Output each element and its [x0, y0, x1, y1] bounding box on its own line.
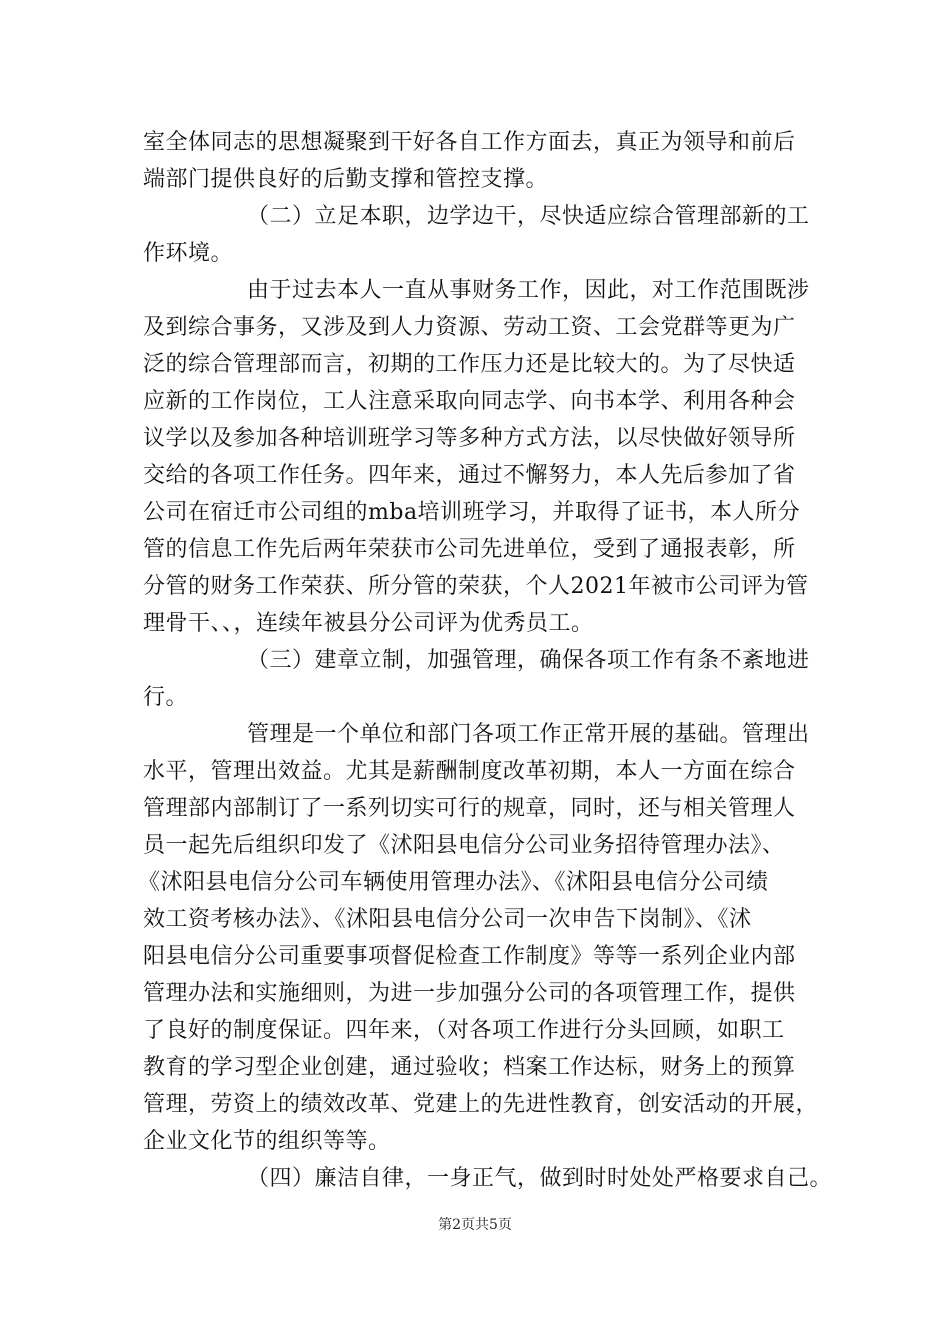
section-heading: （二）立足本职，边学边干，尽快适应综合管理部新的工	[247, 204, 810, 229]
text-line: 效工资考核办法》、《沭阳县电信分公司一次申告下岗制》、《沭	[143, 907, 752, 932]
text-line: 企业文化节的组织等等。	[143, 1129, 391, 1154]
section-heading: （三）建章立制，加强管理，确保各项工作有条不紊地进	[247, 648, 810, 673]
text-line: 应新的工作岗位，工人注意采取向同志学、向书本学、利用各种会	[143, 389, 796, 414]
text-line: 泛的综合管理部而言，初期的工作压力还是比较大的。为了尽快适	[143, 352, 796, 377]
text-line: 端部门提供良好的后勤支撑和管控支撑。	[143, 167, 549, 192]
text-line: 交给的各项工作任务。四年来，通过不懈努力，本人先后参加了省	[143, 463, 796, 488]
text-line: 及到综合事务，又涉及到人力资源、劳动工资、工会党群等更为广	[143, 315, 796, 340]
page-number-footer	[0, 1215, 950, 1235]
text-line: 理骨干、、，连续年被县分公司评为优秀员工。	[143, 611, 594, 636]
paragraph-start: 由于过去本人一直从事财务工作，因此，对工作范围既涉	[247, 278, 810, 303]
text-line: 员一起先后组织印发了《沭阳县电信分公司业务招待管理办法》、	[143, 833, 785, 858]
text-line: 作环境。	[143, 241, 234, 266]
text-line: 分管的财务工作荣获、所分管的荣获，个人2021年被市公司评为管	[143, 574, 809, 599]
text-line: 管理，劳资上的绩效改革、党建上的先进性教育，创安活动的开展，	[143, 1092, 819, 1117]
text-line: 教育的学习型企业创建，通过验收；档案工作达标，财务上的预算	[143, 1055, 796, 1080]
page-number-label: 第2页共5页	[438, 1217, 512, 1233]
text-line: 阳县电信分公司重要事项督促检查工作制度》等等一系列企业内部	[143, 944, 796, 969]
text-line: 管理办法和实施细则，为进一步加强分公司的各项管理工作，提供	[143, 981, 796, 1006]
text-line: 公司在宿迁市公司组的mba培训班学习，并取得了证书，本人所分	[143, 500, 801, 525]
text-line: 水平，管理出效益。尤其是薪酬制度改革初期，本人一方面在综合	[143, 759, 796, 784]
text-line: 管理部内部制订了一系列切实可行的规章，同时，还与相关管理人	[143, 796, 796, 821]
section-heading: （四）廉洁自律，一身正气，做到时时处处严格要求自己。	[247, 1166, 833, 1191]
text-line: 行。	[143, 685, 189, 710]
text-line: 管的信息工作先后两年荣获市公司先进单位，受到了通报表彰，所	[143, 537, 796, 562]
text-line: 议学以及参加各种培训班学习等多种方式方法，以尽快做好领导所	[143, 426, 796, 451]
text-line: 《沭阳县电信分公司车辆使用管理办法》、《沭阳县电信分公司绩	[138, 870, 769, 895]
text-line: 了良好的制度保证。四年来，（对各项工作进行分头回顾，如职工	[143, 1018, 785, 1043]
paragraph-start: 管理是一个单位和部门各项工作正常开展的基础。管理出	[247, 722, 810, 747]
text-line: 室全体同志的思想凝聚到干好各自工作方面去，真正为领导和前后	[143, 130, 796, 155]
